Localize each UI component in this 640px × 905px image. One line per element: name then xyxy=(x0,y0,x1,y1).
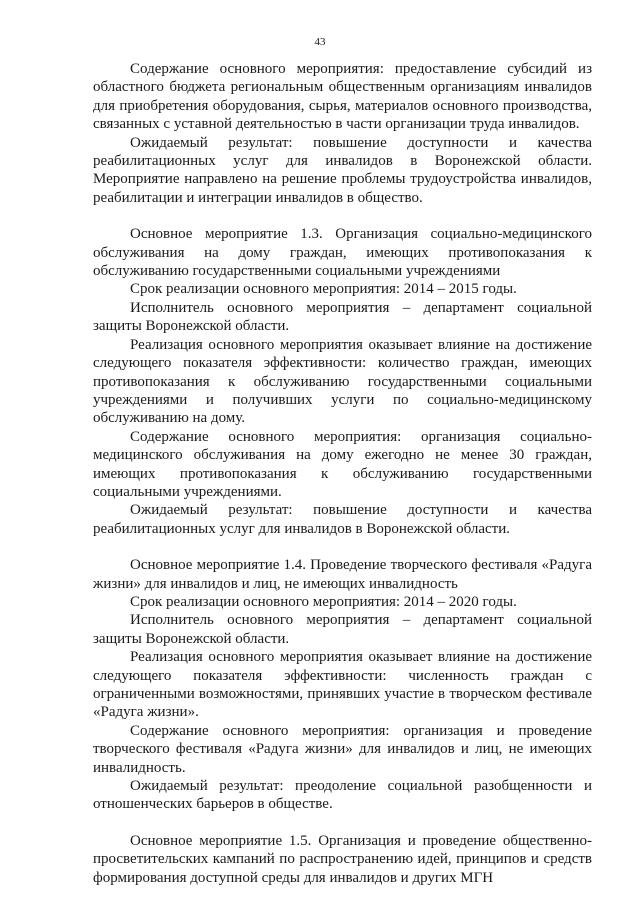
paragraph-indicator-1-4: Реализация основного мероприятия оказывает влияние на достижение следующего показателя эффективности: численность граждан с ограниченными возможностями, принявших участие в творческом фестивале «Радуга жизни». xyxy=(93,649,592,721)
paragraph-content-1-3: Содержание основного мероприятия: организация социально-медицинского обслуживания на дому ежегодно не менее 30 граждан, имеющих противопоказания к обслуживанию государственными социальными учреждениями. xyxy=(93,428,592,500)
paragraph-indicator-1-3: Реализация основного мероприятия оказывает влияние на достижение следующего показателя эффективности: количество граждан, имеющих противопоказания к обслуживанию государственными социальными учреждениями и получивших услуги по социально-медицинскому обслуживанию на дому. xyxy=(93,336,592,427)
heading-measure-1-4: Основное мероприятие 1.4. Проведение творческого фестиваля «Радуга жизни» для инвалидов и лиц, не имеющих инвалидность xyxy=(93,557,592,592)
paragraph-executor-1-4: Исполнитель основного мероприятия – департамент социальной защиты Воронежской области. xyxy=(93,612,592,647)
paragraph-result-1-3: Ожидаемый результат: повышение доступности и качества реабилитационных услуг для инвалидов в Воронежской области. xyxy=(93,502,592,537)
paragraph-content-1-4: Содержание основного мероприятия: организация и проведение творческого фестиваля «Радуга жизни» для инвалидов и лиц, не имеющих инвалидность. xyxy=(93,722,592,776)
paragraph-term-1-3: Срок реализации основного мероприятия: 2014 – 2015 годы. xyxy=(130,281,517,298)
heading-measure-1-5: Основное мероприятие 1.5. Организация и проведение общественно-просветительских кампаний по распространению идей, принципов и средств формирования доступной среды для инвалидов и других МГН xyxy=(93,832,592,886)
paragraph-content-1-2: Содержание основного мероприятия: предоставление субсидий из областного бюджета региональным общественным организациям инвалидов для приобретения оборудования, сырья, материалов основного производства, связанных с уставной деятельностью в части организации труда инвалидов. xyxy=(93,61,592,133)
paragraph-result-1-2: Ожидаемый результат: повышение доступности и качества реабилитационных услуг для инвалидов в Воронежской области. Мероприятие направлено на решение проблемы трудоустройства инвалидов, реабилитации и интеграции инвалидов в общество. xyxy=(93,134,592,206)
paragraph-result-1-4: Ожидаемый результат: преодоление социальной разобщенности и отношенческих барьеров в обществе. xyxy=(93,778,592,813)
page-number: 43 xyxy=(314,36,326,48)
heading-measure-1-3: Основное мероприятие 1.3. Организация социально-медицинского обслуживания на дому граждан, имеющих противопоказания к обслуживанию государственными социальными учреждениями xyxy=(93,226,592,280)
paragraph-executor-1-3: Исполнитель основного мероприятия – департамент социальной защиты Воронежской области. xyxy=(93,299,592,335)
document-body xyxy=(93,60,592,887)
paragraph-term-1-4: Срок реализации основного мероприятия: 2014 – 2020 годы. xyxy=(130,593,517,610)
